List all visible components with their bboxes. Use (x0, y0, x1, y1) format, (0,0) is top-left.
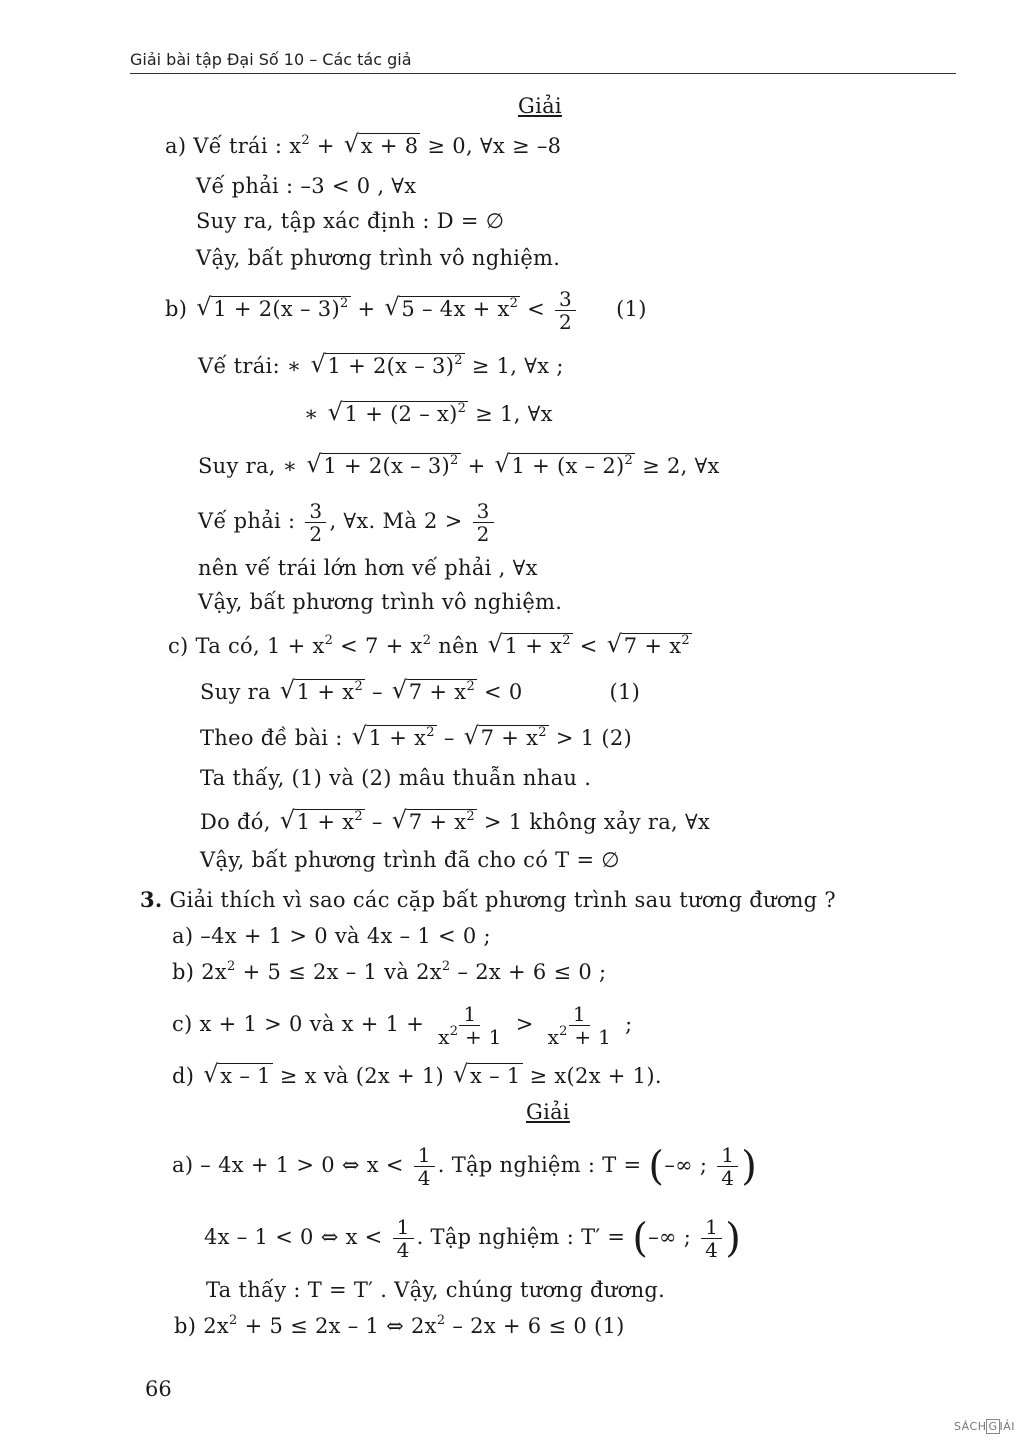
line-2a-1: a) Vế trái : $x^2$ + √ x + 8 ≥ 0, ∀x ≥ –8 (165, 132, 561, 160)
solution-3a-1: a) – 4x + 1 > 0 ⇔ x < $\frac{1}{4}$ . Tập nghiệm : T = (–∞ ; $\frac{1}{4}$ ) (172, 1143, 758, 1190)
question-3a: a) –4x + 1 > 0 và 4x – 1 < 0 ; (172, 924, 491, 948)
question-3b: b) $2x^2 + 5 \le 2x - 1$ và $2x^2 - 2x + 6 \le 0$ ; (172, 959, 607, 984)
line-2a-3: Suy ra, tập xác định : D = ∅ (196, 209, 505, 233)
line-2b-4: Suy ra, ∗ √ 1 + 2(x – 3)$^2$ + √ 1 + (x – 2)$^2$ ≥ 2, ∀x (198, 452, 720, 480)
line-2b-1: b) √ 1 + 2(x – 3)$^2$ + √ $5 - 4x + x^2$ < $\frac{3}{2}$ (1) (165, 288, 647, 333)
line-2a-2: Vế phải : –3 < 0 , ∀x (196, 174, 417, 198)
line-2a-4: Vậy, bất phương trình vô nghiệm. (196, 246, 561, 270)
line-2b-5: Vế phải : $\frac{3}{2}$ , ∀x. Mà 2 > $\frac{3}{2}$ (198, 500, 497, 545)
publisher-logo: SÁCH G IẢI (954, 1420, 1016, 1433)
question-3d: d) √ x – 1 ≥ x và (2x + 1) √ x – 1 ≥ x(2x + 1). (172, 1062, 662, 1090)
line-2b-6: nên vế trái lớn hơn vế phải , ∀x (198, 556, 538, 580)
fraction-3-2: $\frac{3}{2}$ (555, 288, 576, 333)
line-2c-6: Vậy, bất phương trình đã cho có T = ∅ (200, 848, 620, 872)
line-2c-2: Suy ra √ $1 + x^2$ – √ $7 + x^2 < 0$ (1) (200, 678, 640, 706)
line-2c-4: Ta thấy, (1) và (2) mâu thuẫn nhau . (200, 766, 592, 790)
running-header: Giải bài tập Đại Số 10 – Các tác giả (130, 50, 956, 74)
section-title-giai: Giải (518, 94, 562, 118)
solution-3b-1: b) $2x^2 + 5 \le 2x - 1$ ⇔ $2x^2 - 2x + 6 \le 0$ (1) (174, 1313, 625, 1338)
line-2b-3: ∗ √ 1 + (2 – x)$^2$ ≥ 1, ∀x (304, 400, 553, 428)
line-2c-3: Theo đề bài : √ $1 + x^2$ – √ $7 + x^2 > 1$ (2) (200, 724, 632, 752)
line-2b-2: Vế trái: ∗ √ 1 + 2(x – 3)$^2$ ≥ 1, ∀x ; (198, 352, 564, 380)
line-2c-5: Do đó, √ $1 + x^2$ – √ $7 + x^2 > 1$ không xảy ra, ∀x (200, 808, 710, 836)
section-title-giai-3: Giải (526, 1100, 570, 1124)
solution-3a-2: 4x – 1 < 0 ⇔ x < $\frac{1}{4}$ . Tập nghiệm : T′ = (–∞ ; $\frac{1}{4}$ ) (204, 1215, 742, 1262)
question-3: 3. Giải thích vì sao các cặp bất phương trình sau tương đương ? (140, 887, 836, 912)
page-number: 66 (145, 1377, 172, 1401)
line-2b-7: Vậy, bất phương trình vô nghiệm. (198, 590, 563, 614)
solution-3a-3: Ta thấy : T = T′ . Vậy, chúng tương đương. (206, 1278, 666, 1302)
question-3c: c) x + 1 > 0 và x + 1 + $\frac{1}{x^2 + 1}$ > $\frac{1}{x^2 + 1}$ ; (172, 1002, 633, 1049)
line-2c-1: c) Ta có, $1 + x^2 < 7 + x^2$ nên √ $1 + x^2$ < √ $7 + x^2$ (168, 632, 692, 660)
